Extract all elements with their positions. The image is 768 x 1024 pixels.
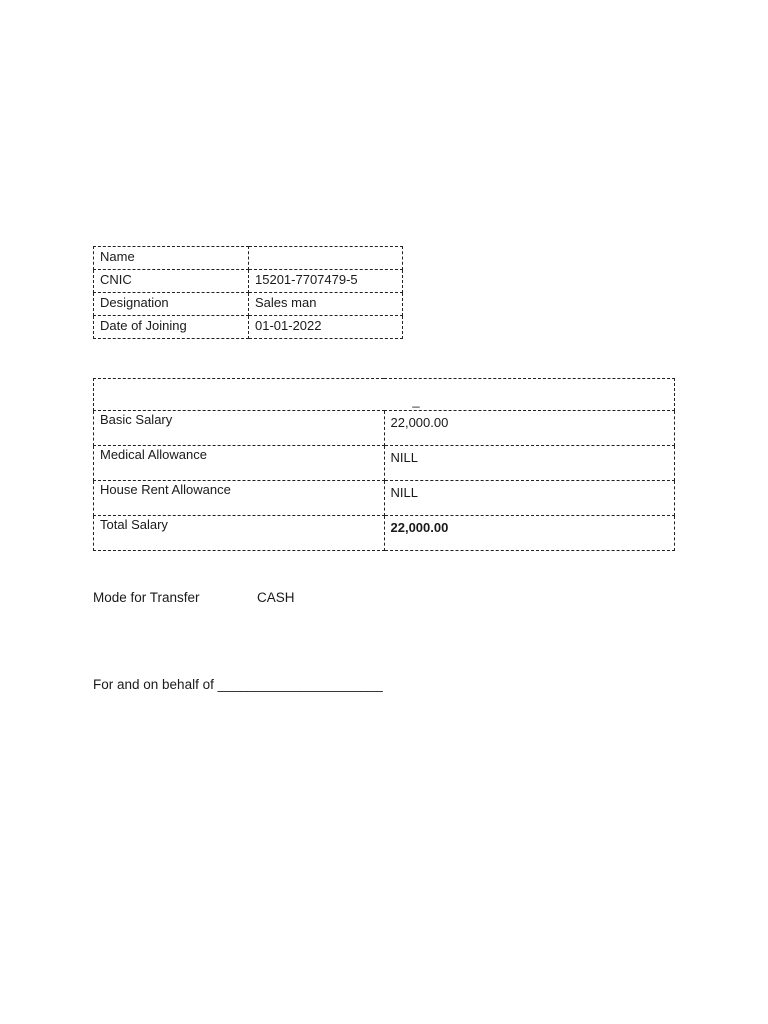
- designation-value: Sales man: [249, 293, 403, 316]
- medical-allowance-value: NILL: [384, 446, 675, 481]
- on-behalf-of-line: For and on behalf of ______________________: [93, 677, 383, 692]
- table-row: [94, 316, 403, 339]
- table-row: [94, 446, 675, 481]
- salary-header: _: [94, 379, 675, 411]
- transfer-mode-label: Mode for Transfer: [93, 590, 200, 605]
- house-rent-allowance-label: House Rent Allowance: [94, 481, 385, 516]
- table-row: [94, 293, 403, 316]
- date-of-joining-value: 01-01-2022: [249, 316, 403, 339]
- total-salary-value: 22,000.00: [384, 516, 675, 551]
- cnic-label: CNIC: [94, 270, 249, 293]
- table-row: [94, 516, 675, 551]
- name-value: [249, 247, 403, 270]
- medical-allowance-label: Medical Allowance: [94, 446, 385, 481]
- basic-salary-value: 22,000.00: [384, 411, 675, 446]
- name-label: Name: [94, 247, 249, 270]
- employee-details-table: [93, 246, 403, 339]
- table-row: [94, 247, 403, 270]
- table-row: [94, 270, 403, 293]
- salary-table: [93, 378, 675, 551]
- cnic-value: 15201-7707479-5: [249, 270, 403, 293]
- table-row: [94, 481, 675, 516]
- transfer-mode-value: CASH: [257, 590, 295, 605]
- date-of-joining-label: Date of Joining: [94, 316, 249, 339]
- salary-header-row: [94, 379, 675, 411]
- basic-salary-label: Basic Salary: [94, 411, 385, 446]
- designation-label: Designation: [94, 293, 249, 316]
- house-rent-allowance-value: NILL: [384, 481, 675, 516]
- total-salary-label: Total Salary: [94, 516, 385, 551]
- table-row: [94, 411, 675, 446]
